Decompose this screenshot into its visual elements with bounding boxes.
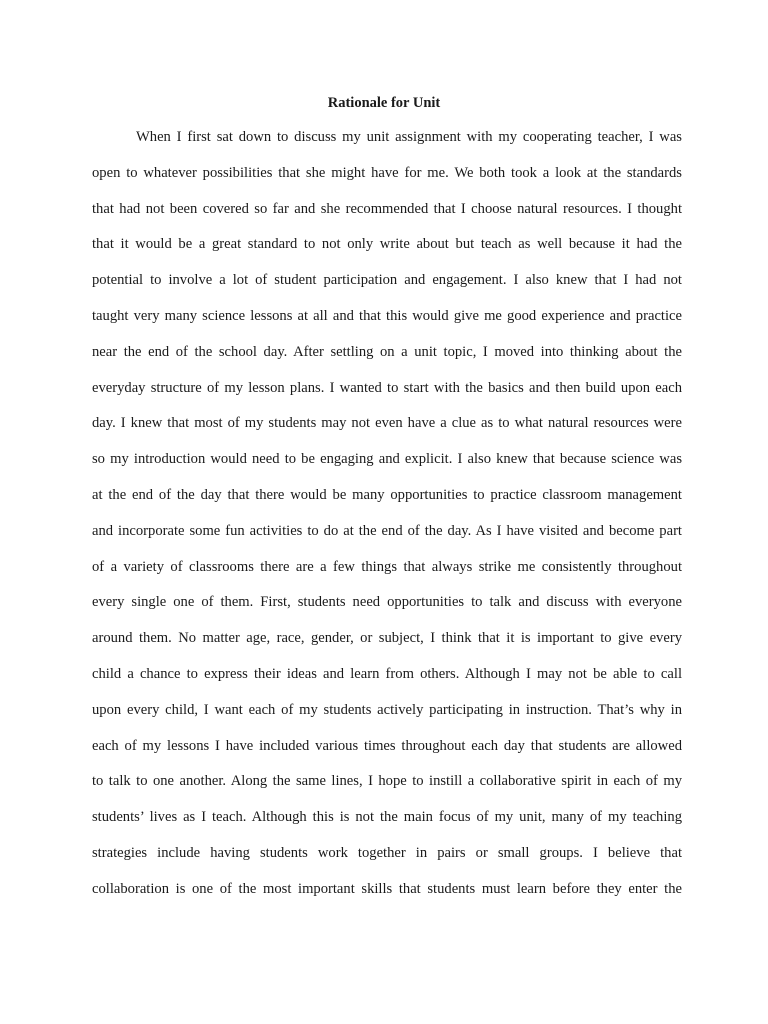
body-line: at the end of the day that there would be many opportunities to practice classroom management (92, 486, 682, 503)
body-line: that it would be a great standard to not only write about but teach as well because it had the (92, 236, 682, 253)
document-body (92, 124, 682, 912)
body-line: upon every child, I want each of my students actively participating in instruction. That’s why in (92, 701, 682, 718)
body-line: potential to involve a lot of student participation and engagement. I also knew that I had not (92, 272, 682, 289)
body-line: near the end of the school day. After settling on a unit topic, I moved into thinking about the (92, 343, 682, 360)
body-line: everyday structure of my lesson plans. I wanted to start with the basics and then build upon each (92, 379, 682, 396)
document-title: Rationale for Unit (327, 95, 441, 111)
body-line: to talk to one another. Along the same lines, I hope to instill a collaborative spirit in each of my (92, 773, 682, 790)
body-line: so my introduction would need to be engaging and explicit. I also knew that because science was (92, 451, 682, 468)
body-line: When I first sat down to discuss my unit assignment with my cooperating teacher, I was (136, 129, 682, 145)
body-line: and incorporate some fun activities to do at the end of the day. As I have visited and become part (92, 522, 682, 539)
body-line: strategies include having students work together in pairs or small groups. I believe that (92, 844, 682, 861)
body-line: day. I knew that most of my students may not even have a clue as to what natural resources were (92, 415, 682, 432)
body-line: each of my lessons I have included various times throughout each day that students are allowed (92, 737, 682, 754)
body-line: students’ lives as I teach. Although this is not the main focus of my unit, many of my teaching (92, 809, 682, 826)
body-line: every single one of them. First, students need opportunities to talk and discuss with everyone (92, 594, 682, 611)
body-line: collaboration is one of the most important skills that students must learn before they enter the (92, 880, 682, 897)
body-line: child a chance to express their ideas and learn from others. Although I may not be able to call (92, 665, 682, 682)
body-line: open to whatever possibilities that she might have for me. We both took a look at the standards (92, 164, 682, 181)
body-line: that had not been covered so far and she recommended that I choose natural resources. I thought (92, 200, 682, 217)
body-line: around them. No matter age, race, gender, or subject, I think that it is important to give every (92, 630, 682, 647)
body-line: of a variety of classrooms there are a few things that always strike me consistently throughout (92, 558, 682, 575)
body-line: taught very many science lessons at all and that this would give me good experience and practice (92, 307, 682, 324)
